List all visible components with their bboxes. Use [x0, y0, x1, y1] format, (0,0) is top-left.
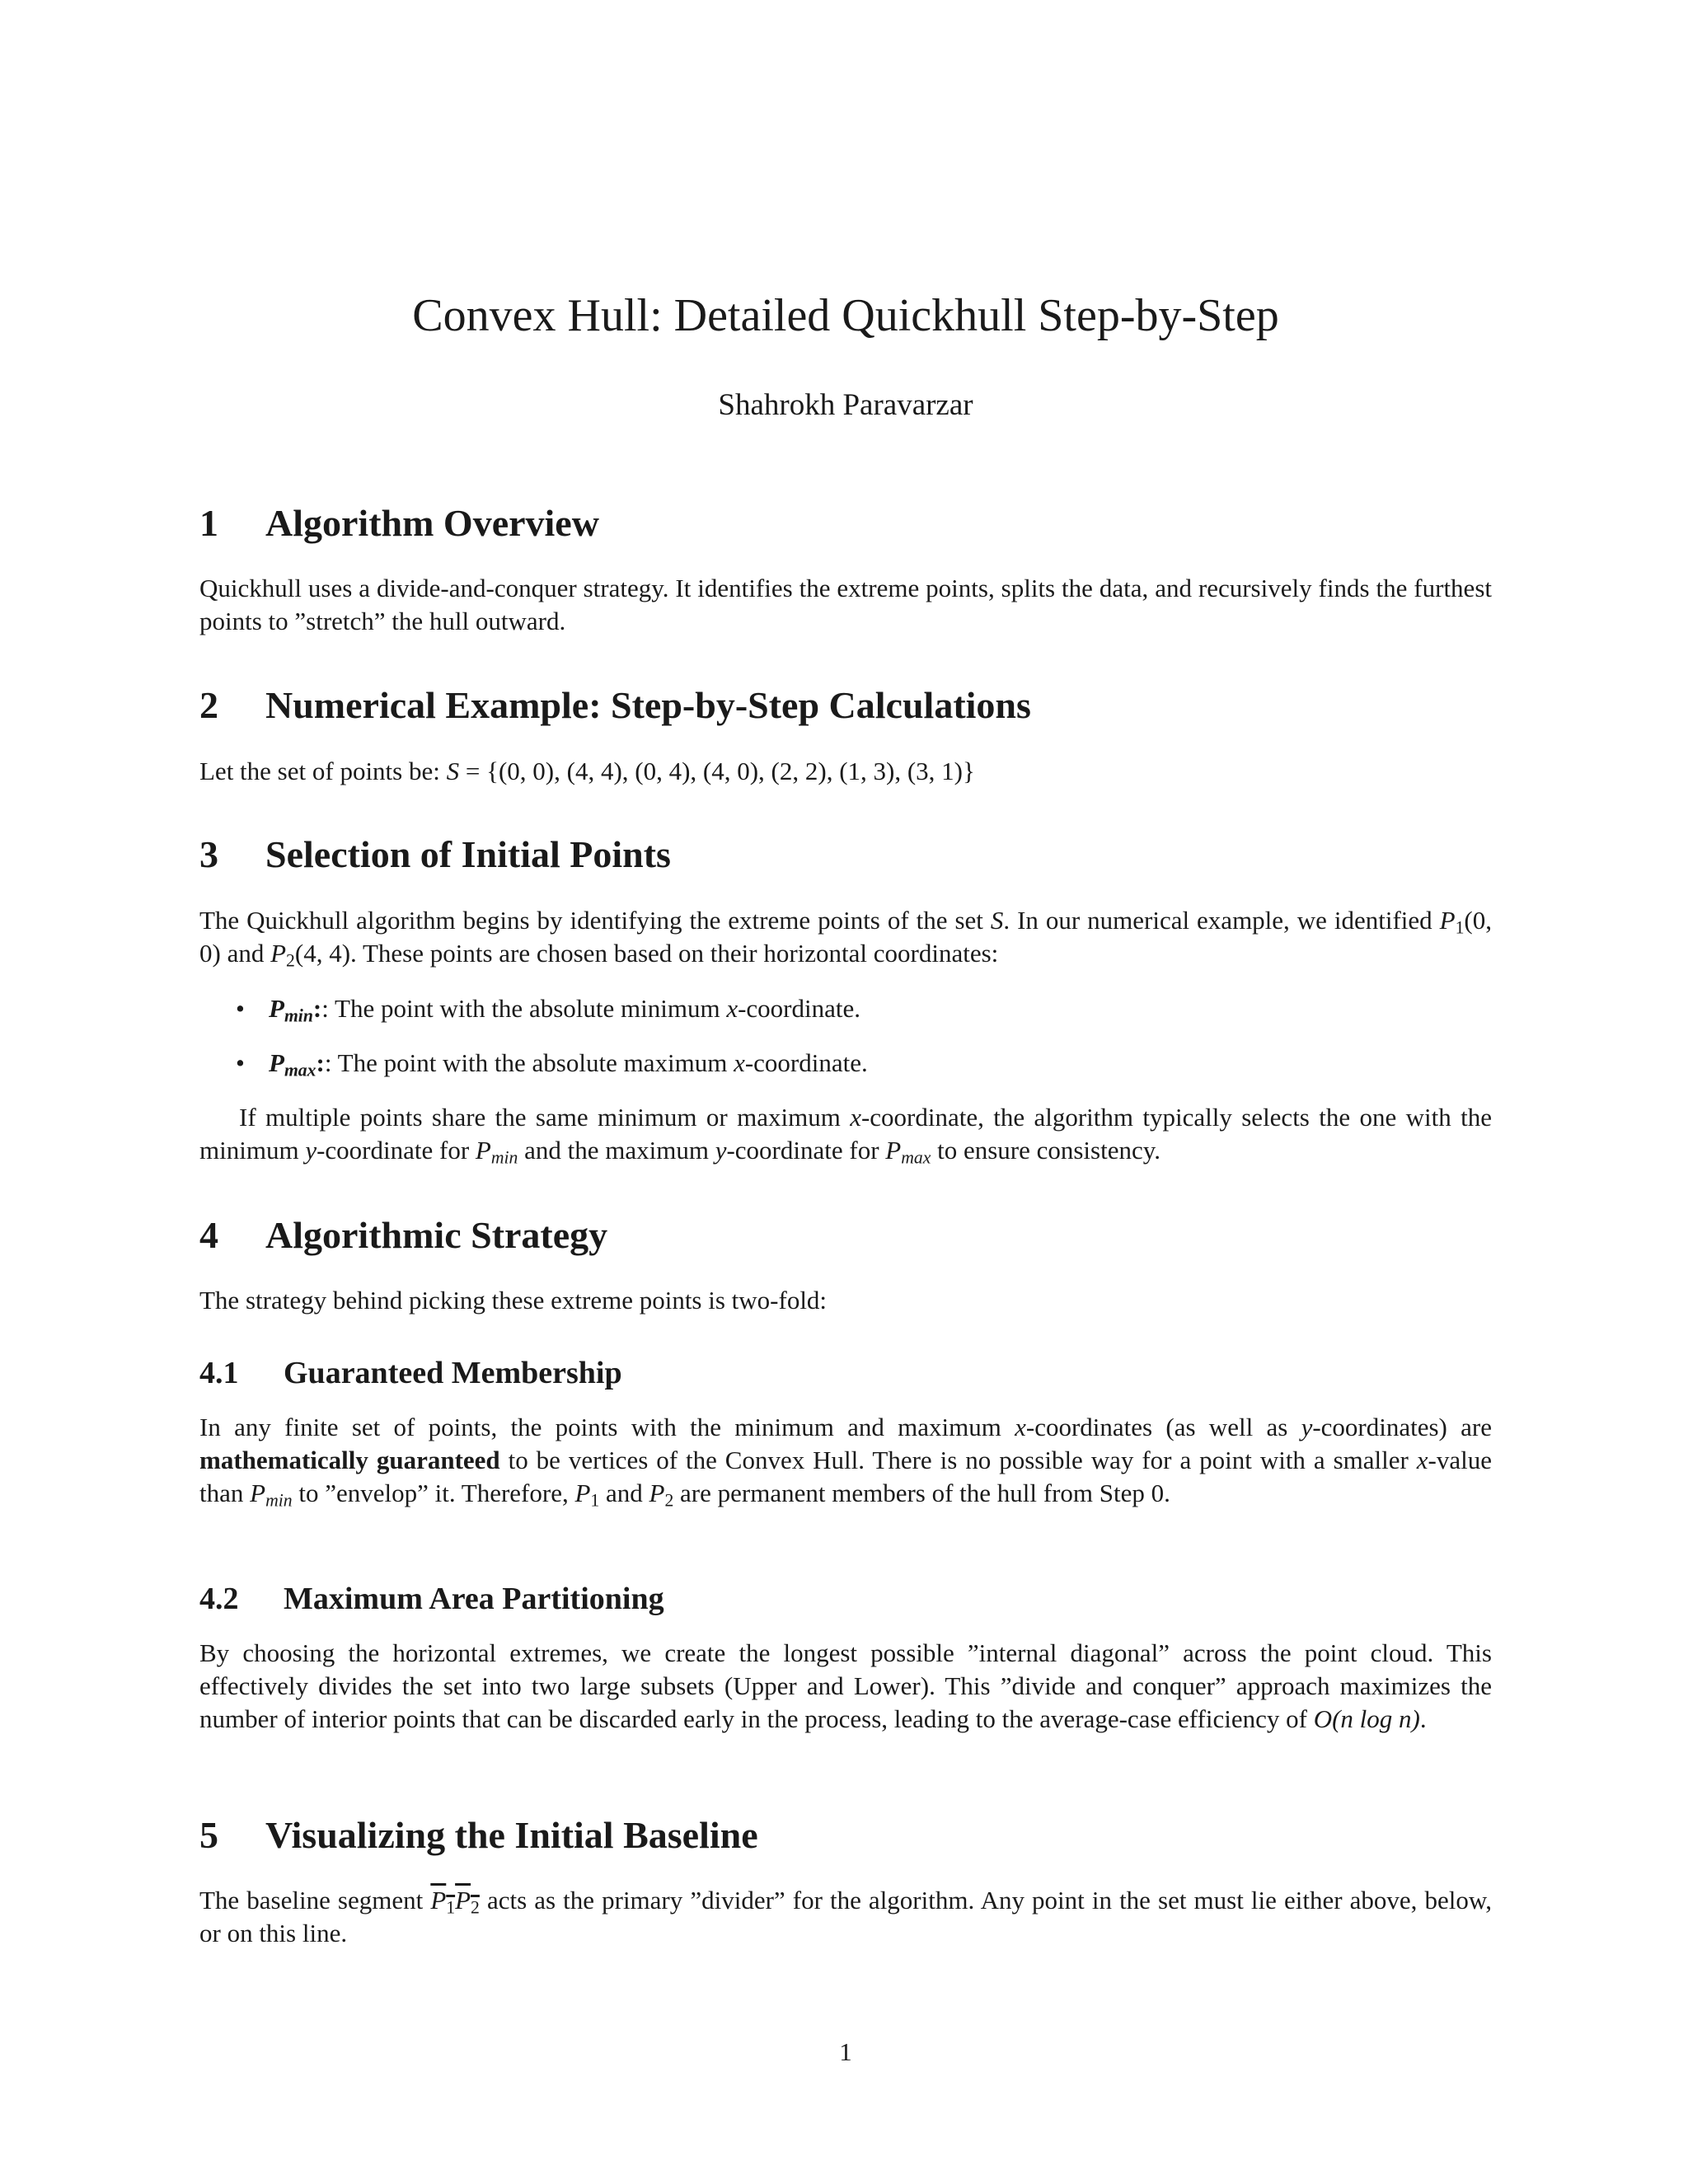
section-title: Visualizing the Initial Baseline [265, 1814, 758, 1856]
section-number: 5 [199, 1814, 218, 1856]
bold-emphasis: mathematically guaranteed [199, 1446, 500, 1474]
section-number: 2 [199, 684, 218, 726]
section-2-body: Let the set of points be: S = {(0, 0), (4, 4), (0, 4), (4, 0), (2, 2), (1, 3), (3, 1)} [199, 757, 975, 785]
list-item: • $P_{min}$:: The point with the absolute minimum x-coordinate. [236, 994, 860, 1026]
page-number: 1 [839, 2037, 852, 2066]
section-3-heading [199, 832, 671, 876]
subsection-title: Guaranteed Membership [284, 1356, 622, 1390]
subsection-title: Maximum Area Partitioning [284, 1582, 664, 1616]
paper-title: Convex Hull: Detailed Quickhull Step-by-Step [412, 290, 1279, 341]
baseline-segment: $P_1P_2$ [430, 1886, 480, 1918]
section-1-heading [199, 501, 599, 545]
subsection-number: 4.2 [199, 1582, 239, 1616]
subsection-4-2-body: By choosing the horizontal extremes, we create the longest possible ”internal diagonal” across the point cloud. This effectively divides the set into two large subsets (Upper and Lower). This ”divide and conquer” approach maximizes the number of interior points that can be discarded early in the process, leading to the average-case efficiency of O(n log n). [199, 1638, 1492, 1733]
paper-author: Shahrokh Paravarzar [718, 388, 973, 422]
section-number: 3 [199, 833, 218, 875]
section-1-body: Quickhull uses a divide-and-conquer strategy. It identifies the extreme points, splits the data, and recursively finds the furthest points to ”stretch” the hull outward. [199, 574, 1492, 635]
section-3-note: If multiple points share the same minimum or maximum x-coordinate, the algorithm typically selects the one with the minimum y-coordinate for $P_{min}$ and the maximum y-coordinate for $P_{max}$ to ensure consistency. [199, 1103, 1492, 1168]
section-2-heading [199, 683, 1031, 727]
section-title: Algorithmic Strategy [265, 1214, 608, 1256]
section-number: 1 [199, 502, 218, 544]
section-5-body: The baseline segment $P_1P_2$ acts as the primary ”divider” for the algorithm. Any point in the set must lie either above, below, or on this line. [199, 1886, 1492, 1947]
section-number: 4 [199, 1214, 218, 1256]
section-title: Algorithm Overview [265, 502, 599, 544]
section-title: Numerical Example: Step-by-Step Calculations [265, 684, 1031, 726]
set-symbol: S [446, 757, 460, 785]
subsection-4-1-body: In any finite set of points, the points with the minimum and maximum x-coordinates (as well as y-coordinates) are mathematically guaranteed to be vertices of the Convex Hull. There is no possible way for a point with a smaller x-value than $P_{min}$ to ”envelop” it. Therefore, $P_1$ and $P_2$ are permanent members of the hull from Step 0. [199, 1413, 1493, 1511]
section-3-body: The Quickhull algorithm begins by identifying the extreme points of the set S. In our numerical example, we identified $P_1(0$, 0) and $P_2(4$, 4). These points are chosen based on their horizontal coordinates: [199, 906, 1492, 971]
subsection-4-2-heading [199, 1581, 664, 1617]
point-set: = {(0, 0), (4, 4), (0, 4), (4, 0), (2, 2), (1, 3), (3, 1)} [459, 757, 975, 785]
list-item: • $P_{max}$:: The point with the absolute maximum x-coordinate. [236, 1048, 868, 1080]
complexity: O(n log n) [1313, 1704, 1420, 1733]
subsection-number: 4.1 [199, 1356, 239, 1390]
subsection-4-1-heading [199, 1355, 622, 1391]
section-title: Selection of Initial Points [265, 833, 671, 875]
section-4-heading [199, 1213, 607, 1257]
section-4-body: The strategy behind picking these extreme points is two-fold: [199, 1286, 828, 1315]
section-5-heading [199, 1813, 758, 1857]
